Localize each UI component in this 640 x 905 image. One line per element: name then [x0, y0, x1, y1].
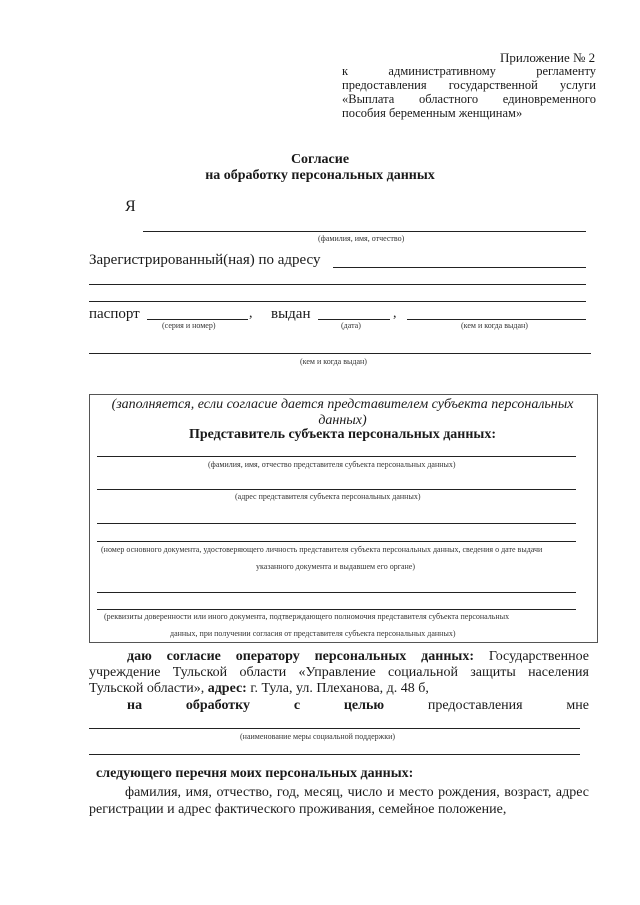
purpose-word: на — [127, 698, 143, 713]
rep-document-field[interactable] — [97, 523, 576, 524]
appendix-line: к административному регламенту — [342, 64, 596, 78]
comma: , — [249, 306, 253, 321]
representative-note: (заполняется, если согласие дается представителем субъекта персональных данных) — [111, 397, 574, 428]
consent-paragraph — [89, 649, 589, 697]
rep-fio-field[interactable] — [97, 456, 576, 457]
comma: , — [393, 306, 397, 321]
date-caption: (дата) — [341, 321, 361, 330]
issuer-caption: (кем и когда выдан) — [461, 321, 528, 330]
address-field-line3[interactable] — [89, 301, 586, 302]
appendix-line: пособия беременным женщинам» — [342, 106, 523, 120]
issuer-caption-2: (кем и когда выдан) — [300, 357, 367, 366]
operator-address: г. Тула, ул. Плеханова, д. 48 б, — [246, 681, 429, 696]
fio-caption: (фамилия, имя, отчество) — [318, 234, 405, 243]
measure-caption: (наименование меры социальной поддержки) — [240, 732, 396, 741]
purpose-line — [127, 698, 589, 714]
address-bold: адрес: — [204, 681, 247, 696]
doc-subtitle: на обработку персональных данных — [205, 168, 435, 183]
rep-poa-caption: (реквизиты доверенности или иного документа, подтверждающего полномочия представителя субъекта персональных — [104, 612, 510, 621]
data-list-text: фамилия, имя, отчество, год, месяц, число и место рождения, возраст, адрес регистрации и адрес фактического проживания, семейное положение, — [89, 785, 589, 817]
rep-poa-caption-2: данных, при получении согласия от представителя субъекта персональных данных) — [170, 629, 456, 638]
series-caption: (серия и номер) — [162, 321, 216, 330]
passport-number-field[interactable] — [147, 319, 248, 320]
representative-heading: Представитель субъекта персональных данных: — [188, 427, 497, 442]
data-list-heading: следующего перечня моих персональных данных: — [96, 766, 414, 781]
measure-field[interactable] — [89, 728, 580, 729]
appendix-title: Приложение № 2 — [500, 50, 596, 65]
passport-label: паспорт — [89, 306, 140, 322]
rep-document-caption-2: указанного документа и выдавшем его органе) — [256, 562, 416, 571]
subject-i-label: Я — [125, 198, 136, 215]
rep-address-field[interactable] — [97, 489, 576, 490]
rep-document-field-line2[interactable] — [97, 541, 576, 542]
consent-bold: даю согласие оператору персональных данных: — [127, 649, 474, 664]
fio-field[interactable] — [143, 231, 586, 232]
issuer-field[interactable] — [407, 319, 586, 320]
appendix-line: «Выплата областного единовременного — [342, 92, 596, 106]
purpose-word: обработку — [185, 698, 251, 713]
rep-document-caption: (номер основного документа, удостоверяющего личность представителя субъекта персональных данных, сведения о дате выдачи — [101, 545, 543, 554]
issued-label: выдан — [271, 306, 311, 322]
purpose-word: целью — [343, 698, 385, 713]
operator-name: Государственное учреждение Тульской области «Управление социальной защиты населения Тульской области», — [89, 649, 589, 696]
measure-field-line2[interactable] — [89, 754, 580, 755]
issuer-field-line2[interactable] — [89, 353, 591, 354]
rep-poa-field[interactable] — [97, 592, 576, 593]
purpose-word: мне — [566, 698, 589, 713]
purpose-word: с — [293, 698, 301, 713]
doc-title: Согласие — [290, 152, 350, 167]
address-field[interactable] — [333, 267, 586, 268]
rep-address-caption: (адрес представителя субъекта персональных данных) — [235, 492, 421, 501]
purpose-word: предоставления — [427, 698, 523, 713]
registered-label: Зарегистрированный(ная) по адресу — [89, 252, 321, 268]
rep-poa-field-line2[interactable] — [97, 609, 576, 610]
rep-fio-caption: (фамилия, имя, отчество представителя субъекта персональных данных) — [208, 460, 456, 469]
address-field-line2[interactable] — [89, 284, 586, 285]
issue-date-field[interactable] — [318, 319, 390, 320]
appendix-line: предоставления государственной услуги — [342, 78, 596, 92]
appendix-reference — [342, 64, 596, 120]
